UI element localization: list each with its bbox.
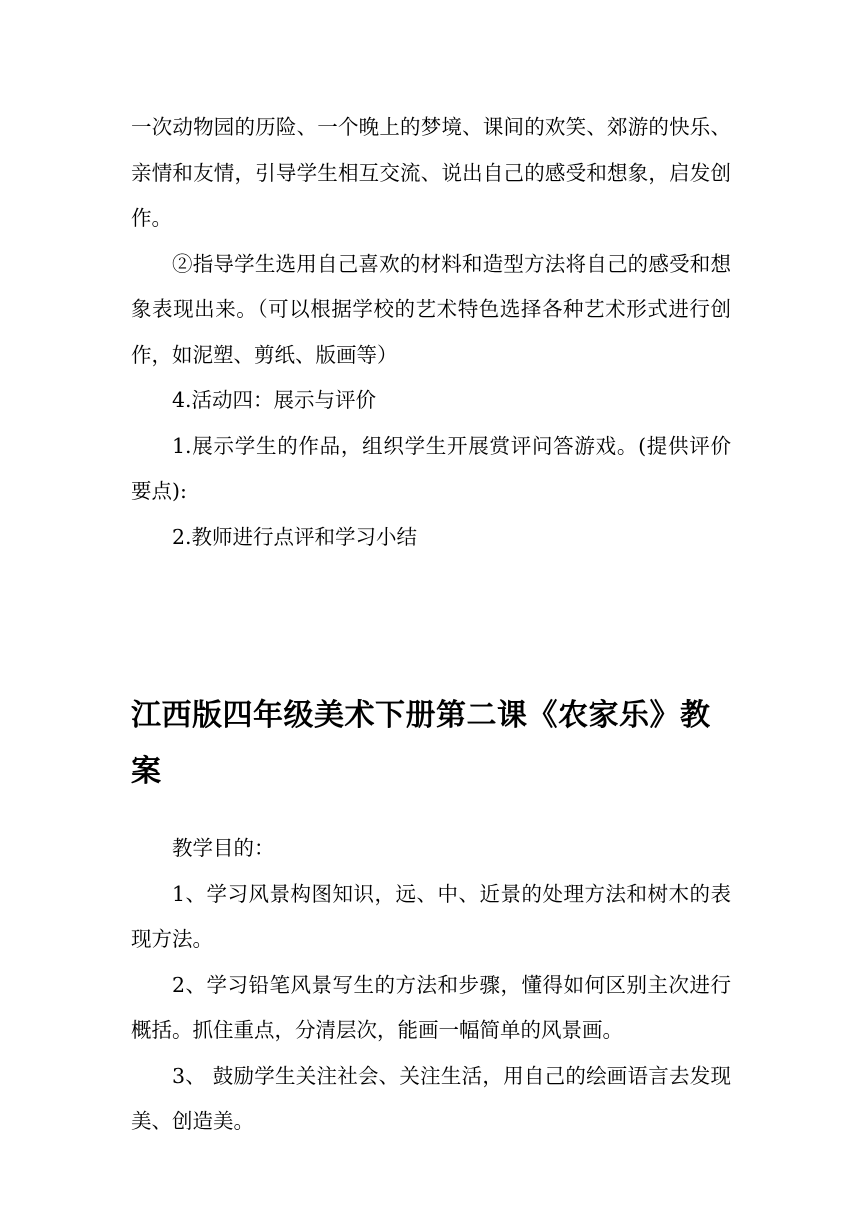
title-gap <box>131 800 731 826</box>
paragraph-activity-four: 4.活动四：展示与评价 <box>172 388 377 412</box>
paragraph-inspiration: 一次动物园的历险、一个晚上的梦境、课间的欢笑、郊游的快乐、亲情和友情，引导学生相互交流、说出自己的感受和想象，启发创作。 <box>131 115 731 230</box>
paragraph-goal-two: 2、学习铅笔风景写生的方法和步骤，懂得如何区别主次进行概括。抓住重点，分清层次，能画一幅简单的风景画。 <box>131 972 731 1042</box>
paragraph-guide-materials: ②指导学生选用自己喜欢的材料和造型方法将自己的感受和想象表现出来。（可以根据学校的艺术特色选择各种艺术形式进行创作，如泥塑、剪纸、版画等） <box>131 251 731 367</box>
paragraph-show-works: 1.展示学生的作品，组织学生开展赏评问答游戏。(提供评价要点): <box>131 433 731 503</box>
paragraph-goal-one: 1、学习风景构图知识，远、中、近景的处理方法和树木的表现方法。 <box>131 881 731 951</box>
document-page <box>131 105 731 1145</box>
paragraph-teaching-goals-heading: 教学目的： <box>172 836 275 860</box>
lesson-title: 江西版四年级美术下册第二课《农家乐》教案 <box>131 698 711 789</box>
paragraph-teacher-review: 2.教师进行点评和学习小结 <box>172 524 418 549</box>
paragraph-goal-three: 3、 鼓励学生关注社会、关注生活，用自己的绘画语言去发现美、创造美。 <box>131 1063 731 1133</box>
section-gap <box>131 560 731 688</box>
